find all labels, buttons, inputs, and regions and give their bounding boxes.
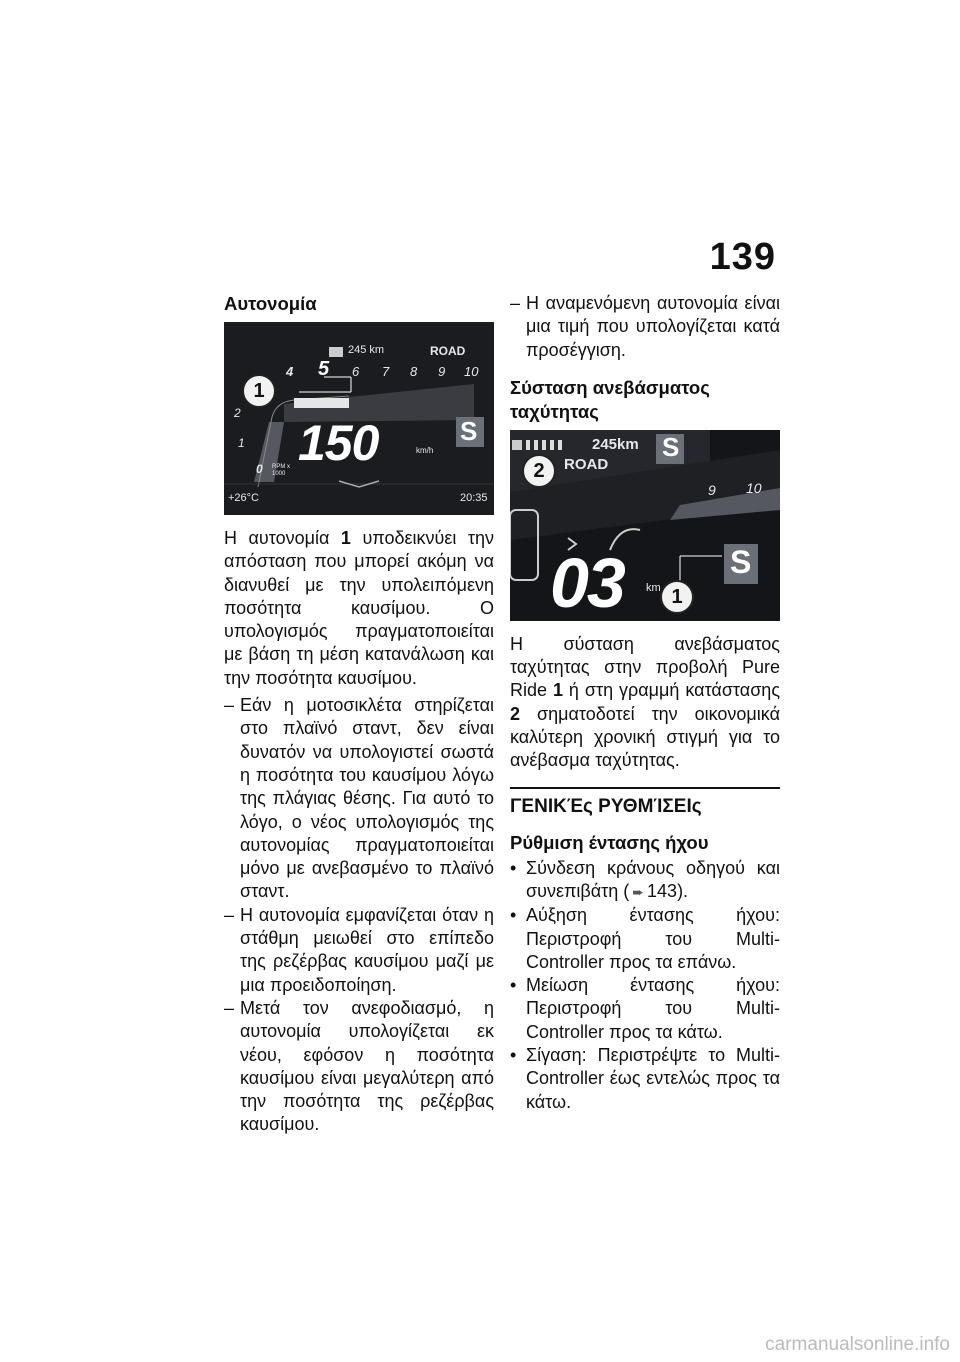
gear-num-7: 7 bbox=[382, 364, 390, 379]
watermark: carmanualsonline.info bbox=[765, 1334, 950, 1355]
gear-num-0: 0 bbox=[256, 462, 263, 476]
gear-num-8: 8 bbox=[410, 364, 418, 379]
mode-badge-s-top: S bbox=[662, 431, 680, 462]
gear-num-1: 1 bbox=[238, 436, 245, 450]
bullet-item-1: • Σύνδεση κράνους οδηγού και συνεπιβάτη ( ➨ 143). bbox=[510, 857, 780, 905]
dashboard-upshift-figure bbox=[510, 430, 780, 621]
page-reference[interactable]: 143 bbox=[647, 880, 678, 901]
section-divider bbox=[510, 787, 780, 789]
dash-item-4: – Η αναμενόμενη αυτονομία είναι μια τιμή που υπολογίζεται κατά προσέγγιση. bbox=[510, 293, 780, 360]
page-reference-arrow-icon: ➨ bbox=[632, 883, 645, 900]
temperature-readout: +26°C bbox=[228, 492, 260, 504]
mode-badge-s: S bbox=[460, 416, 478, 446]
callout-1-b: 1 bbox=[660, 580, 694, 614]
dash-item-2: – Η αυτονομία εμφανίζεται όταν η στάθμη μειωθεί στο επίπεδο της ρεζέρβας καυσίμου μαζί με μια προειδοποίηση. bbox=[224, 904, 494, 995]
right-column bbox=[510, 292, 780, 1114]
speed-readout: 150 bbox=[298, 415, 379, 471]
bullet-item-4: • Σίγαση: Περιστρέψτε το Multi-Controller έως εντελώς προς τα κάτω. bbox=[510, 1045, 780, 1112]
bullet-item-3: • Μείωση έντασης ήχου: Περιστροφή του Multi-Controller προς τα κάτω. bbox=[510, 975, 780, 1042]
mode-readout: ROAD bbox=[430, 344, 466, 358]
clock-readout: 20:35 bbox=[460, 492, 488, 504]
gear-num-6: 6 bbox=[352, 364, 360, 379]
section-title-general-settings: ΓΕΝΙΚΈς ΡΥΘΜΊΣΕΙς bbox=[510, 795, 702, 817]
fuel-range-readout: 245 km bbox=[348, 344, 385, 356]
callout-1: 1 bbox=[242, 374, 276, 408]
gear-num-2: 2 bbox=[234, 406, 241, 420]
mode-readout-2: ROAD bbox=[564, 455, 609, 473]
gear-num-10-b: 10 bbox=[746, 479, 762, 496]
gear-num-9-b: 9 bbox=[708, 481, 716, 498]
rpm-label: RPM x 1000 bbox=[272, 464, 290, 477]
gear-num-5: 5 bbox=[318, 358, 330, 380]
bullet-item-2: • Αύξηση έντασης ήχου: Περιστροφή του Multi-Controller προς τα επάνω. bbox=[510, 905, 780, 972]
speed-readout-partial: 03 bbox=[550, 543, 624, 621]
gear-num-4: 4 bbox=[286, 364, 294, 379]
section-heading-upshift: Σύσταση ανεβάσματος ταχύτητας bbox=[510, 376, 710, 422]
subsection-title-volume: Ρύθμιση έντασης ήχου bbox=[510, 831, 709, 853]
callout-2: 2 bbox=[522, 454, 556, 488]
dash-item-3: – Μετά τον ανεφοδιασμό, η αυτονομία υπολογίζεται εκ νέου, εφόσον η ποσότητα καυσίμου είναι μεγαλύτερη από την ποσότητα της ρεζέρβας καυσίμου. bbox=[224, 997, 494, 1135]
page-number: 139 bbox=[709, 236, 776, 278]
left-column bbox=[224, 292, 494, 1137]
gear-num-10: 10 bbox=[464, 364, 479, 379]
dash-item-1: – Εάν η μοτοσικλέτα στηρίζεται στο πλαϊνό σταντ, δεν είναι δυνατόν να υπολογιστεί σωστά η ποσότητα του καυσίμου λόγω της πλάγιας θέσης. Για αυτό το λόγο, ο νέος υπολογισμός της αυτονομίας πραγματοποιείται μόνο με ανεβασμένο το πλαϊνό σταντ. bbox=[224, 695, 494, 902]
section-heading-range: Αυτονομία bbox=[224, 293, 317, 314]
speed-unit: km/h bbox=[416, 446, 434, 455]
dashboard-range-figure bbox=[224, 322, 494, 515]
mode-badge-s-bottom: S bbox=[730, 543, 752, 580]
fuel-range-readout-2: 245km bbox=[592, 435, 639, 453]
upshift-description: Η σύσταση ανεβάσματος ταχύτητας στην προβολή Pure Ride 1 ή στη γραμμή κατάστασης 2 σηματοδοτεί την οικονομικά καλύτερη χρονική στιγμή για το ανέβασμα ταχύτητας. bbox=[510, 633, 780, 771]
gear-num-9: 9 bbox=[438, 364, 446, 379]
range-description: Η αυτονομία 1 υποδεικνύει την απόσταση που μπορεί ακόμη να διανυθεί με την υπολειπόμενη ποσότητα καυσίμου. Ο υπολογισμός πραγματοποιείται με βάση τη μέση κατανάλωση και την ποσότητα καυσίμου. bbox=[224, 528, 494, 688]
speed-unit-2: km bbox=[646, 581, 661, 594]
